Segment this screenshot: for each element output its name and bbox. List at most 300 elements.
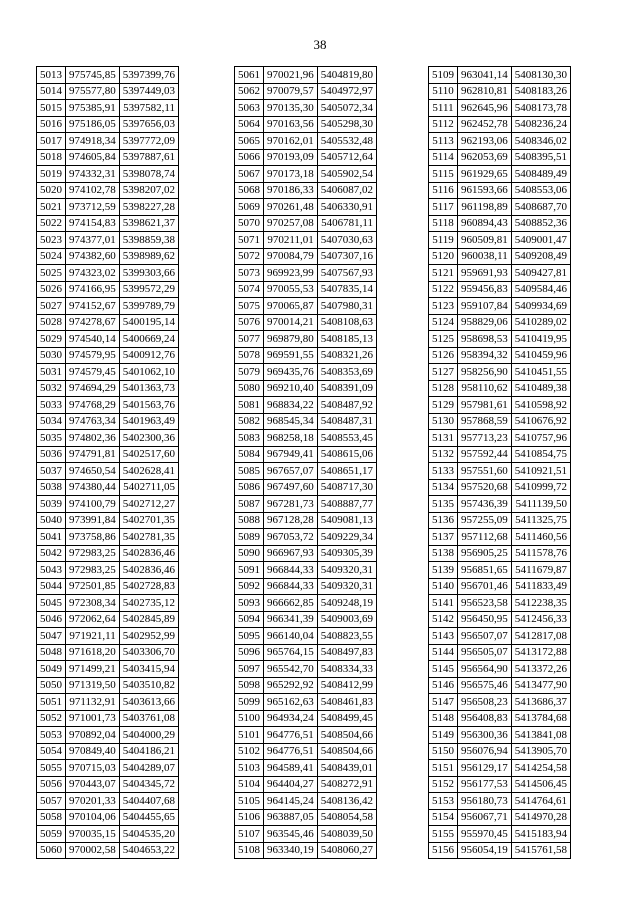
point-number-cell: 5093 xyxy=(235,595,264,612)
table-row xyxy=(429,182,571,199)
point-number-cell: 5140 xyxy=(429,578,458,595)
table-row xyxy=(37,446,179,463)
table-row xyxy=(37,347,179,364)
y-coordinate-cell: 5402701,35 xyxy=(119,512,178,529)
point-number-cell: 5028 xyxy=(37,314,66,331)
table-row xyxy=(37,100,179,117)
table-row xyxy=(235,743,377,760)
point-number-cell: 5118 xyxy=(429,215,458,232)
table-row xyxy=(429,430,571,447)
table-row xyxy=(235,133,377,150)
point-number-cell: 5015 xyxy=(37,100,66,117)
y-coordinate-cell: 5408395,51 xyxy=(511,149,570,166)
point-number-cell: 5136 xyxy=(429,512,458,529)
x-coordinate-cell: 962193,06 xyxy=(458,133,512,150)
y-coordinate-cell: 5403613,66 xyxy=(119,694,178,711)
table-row xyxy=(37,562,179,579)
y-coordinate-cell: 5404289,07 xyxy=(119,760,178,777)
table-row xyxy=(37,314,179,331)
y-coordinate-cell: 5414970,28 xyxy=(511,809,570,826)
y-coordinate-cell: 5408487,92 xyxy=(317,397,376,414)
y-coordinate-cell: 5408852,36 xyxy=(511,215,570,232)
x-coordinate-cell: 974380,44 xyxy=(66,479,120,496)
y-coordinate-cell: 5408136,42 xyxy=(317,793,376,810)
x-coordinate-cell: 974152,67 xyxy=(66,298,120,315)
point-number-cell: 5100 xyxy=(235,710,264,727)
y-coordinate-cell: 5410757,96 xyxy=(511,430,570,447)
y-coordinate-cell: 5409229,34 xyxy=(317,529,376,546)
point-number-cell: 5017 xyxy=(37,133,66,150)
x-coordinate-cell: 974791,81 xyxy=(66,446,120,463)
point-number-cell: 5121 xyxy=(429,265,458,282)
x-coordinate-cell: 970162,01 xyxy=(264,133,318,150)
point-number-cell: 5048 xyxy=(37,644,66,661)
point-number-cell: 5069 xyxy=(235,199,264,216)
x-coordinate-cell: 956507,07 xyxy=(458,628,512,645)
table-row xyxy=(235,248,377,265)
point-number-cell: 5085 xyxy=(235,463,264,480)
table-row xyxy=(429,199,571,216)
table-row xyxy=(235,842,377,859)
x-coordinate-cell: 956508,23 xyxy=(458,694,512,711)
x-coordinate-cell: 971132,91 xyxy=(66,694,120,711)
table-row xyxy=(429,562,571,579)
y-coordinate-cell: 5409003,69 xyxy=(317,611,376,628)
table-row xyxy=(429,67,571,84)
x-coordinate-cell: 966844,33 xyxy=(264,578,318,595)
table-row xyxy=(235,397,377,414)
x-coordinate-cell: 970849,40 xyxy=(66,743,120,760)
y-coordinate-cell: 5402517,60 xyxy=(119,446,178,463)
y-coordinate-cell: 5397772,09 xyxy=(119,133,178,150)
point-number-cell: 5023 xyxy=(37,232,66,249)
y-coordinate-cell: 5408887,77 xyxy=(317,496,376,513)
point-number-cell: 5057 xyxy=(37,793,66,810)
point-number-cell: 5148 xyxy=(429,710,458,727)
y-coordinate-cell: 5397449,03 xyxy=(119,83,178,100)
x-coordinate-cell: 970186,33 xyxy=(264,182,318,199)
point-number-cell: 5099 xyxy=(235,694,264,711)
table-row xyxy=(37,380,179,397)
x-coordinate-cell: 970201,33 xyxy=(66,793,120,810)
table-row xyxy=(429,479,571,496)
table-row xyxy=(37,248,179,265)
table-row xyxy=(37,430,179,447)
x-coordinate-cell: 974694,29 xyxy=(66,380,120,397)
point-number-cell: 5132 xyxy=(429,446,458,463)
table-row xyxy=(235,677,377,694)
y-coordinate-cell: 5398989,62 xyxy=(119,248,178,265)
point-number-cell: 5152 xyxy=(429,776,458,793)
y-coordinate-cell: 5410676,92 xyxy=(511,413,570,430)
x-coordinate-cell: 974650,54 xyxy=(66,463,120,480)
point-number-cell: 5109 xyxy=(429,67,458,84)
table-row xyxy=(429,694,571,711)
x-coordinate-cell: 962810,81 xyxy=(458,83,512,100)
point-number-cell: 5087 xyxy=(235,496,264,513)
y-coordinate-cell: 5408334,33 xyxy=(317,661,376,678)
y-coordinate-cell: 5407030,63 xyxy=(317,232,376,249)
x-coordinate-cell: 974100,79 xyxy=(66,496,120,513)
x-coordinate-cell: 963340,19 xyxy=(264,842,318,859)
point-number-cell: 5013 xyxy=(37,67,66,84)
table-body xyxy=(37,67,179,859)
point-number-cell: 5120 xyxy=(429,248,458,265)
x-coordinate-cell: 974382,60 xyxy=(66,248,120,265)
table-row xyxy=(235,232,377,249)
y-coordinate-cell: 5408687,70 xyxy=(511,199,570,216)
point-number-cell: 5040 xyxy=(37,512,66,529)
y-coordinate-cell: 5402952,99 xyxy=(119,628,178,645)
table-row xyxy=(37,281,179,298)
point-number-cell: 5095 xyxy=(235,628,264,645)
table-row xyxy=(429,281,571,298)
y-coordinate-cell: 5409248,19 xyxy=(317,595,376,612)
x-coordinate-cell: 957112,68 xyxy=(458,529,512,546)
point-number-cell: 5094 xyxy=(235,611,264,628)
point-number-cell: 5039 xyxy=(37,496,66,513)
point-number-cell: 5045 xyxy=(37,595,66,612)
x-coordinate-cell: 974377,01 xyxy=(66,232,120,249)
y-coordinate-cell: 5415183,94 xyxy=(511,826,570,843)
table-row xyxy=(37,644,179,661)
point-number-cell: 5026 xyxy=(37,281,66,298)
table-row xyxy=(235,545,377,562)
point-number-cell: 5112 xyxy=(429,116,458,133)
table-row xyxy=(37,727,179,744)
y-coordinate-cell: 5402728,83 xyxy=(119,578,178,595)
table-row xyxy=(429,149,571,166)
coordinate-table-2 xyxy=(234,66,377,859)
page-number: 38 xyxy=(313,37,327,52)
x-coordinate-cell: 970035,15 xyxy=(66,826,120,843)
point-number-cell: 5032 xyxy=(37,380,66,397)
y-coordinate-cell: 5408717,30 xyxy=(317,479,376,496)
point-number-cell: 5134 xyxy=(429,479,458,496)
table-row xyxy=(235,215,377,232)
table-row xyxy=(37,793,179,810)
y-coordinate-cell: 5406087,02 xyxy=(317,182,376,199)
x-coordinate-cell: 962053,69 xyxy=(458,149,512,166)
point-number-cell: 5131 xyxy=(429,430,458,447)
x-coordinate-cell: 969879,80 xyxy=(264,331,318,348)
point-number-cell: 5066 xyxy=(235,149,264,166)
y-coordinate-cell: 5405712,64 xyxy=(317,149,376,166)
table-row xyxy=(235,364,377,381)
x-coordinate-cell: 965542,70 xyxy=(264,661,318,678)
table-body xyxy=(235,67,377,859)
point-number-cell: 5150 xyxy=(429,743,458,760)
x-coordinate-cell: 956564,90 xyxy=(458,661,512,678)
y-coordinate-cell: 5413477,90 xyxy=(511,677,570,694)
table-row xyxy=(37,611,179,628)
y-coordinate-cell: 5401363,73 xyxy=(119,380,178,397)
point-number-cell: 5101 xyxy=(235,727,264,744)
table-row xyxy=(37,809,179,826)
x-coordinate-cell: 968834,22 xyxy=(264,397,318,414)
x-coordinate-cell: 967497,60 xyxy=(264,479,318,496)
x-coordinate-cell: 970892,04 xyxy=(66,727,120,744)
point-number-cell: 5083 xyxy=(235,430,264,447)
y-coordinate-cell: 5405532,48 xyxy=(317,133,376,150)
y-coordinate-cell: 5404653,22 xyxy=(119,842,178,859)
y-coordinate-cell: 5406330,91 xyxy=(317,199,376,216)
point-number-cell: 5042 xyxy=(37,545,66,562)
y-coordinate-cell: 5413172,88 xyxy=(511,644,570,661)
x-coordinate-cell: 964776,51 xyxy=(264,727,318,744)
x-coordinate-cell: 966967,93 xyxy=(264,545,318,562)
x-coordinate-cell: 959691,93 xyxy=(458,265,512,282)
table-row xyxy=(37,545,179,562)
point-number-cell: 5024 xyxy=(37,248,66,265)
point-number-cell: 5076 xyxy=(235,314,264,331)
y-coordinate-cell: 5412817,08 xyxy=(511,628,570,645)
table-row xyxy=(235,298,377,315)
y-coordinate-cell: 5408185,13 xyxy=(317,331,376,348)
y-coordinate-cell: 5403415,94 xyxy=(119,661,178,678)
y-coordinate-cell: 5408236,24 xyxy=(511,116,570,133)
y-coordinate-cell: 5410289,02 xyxy=(511,314,570,331)
table-row xyxy=(235,661,377,678)
y-coordinate-cell: 5400195,14 xyxy=(119,314,178,331)
point-number-cell: 5068 xyxy=(235,182,264,199)
point-number-cell: 5019 xyxy=(37,166,66,183)
table-row xyxy=(235,578,377,595)
x-coordinate-cell: 973712,59 xyxy=(66,199,120,216)
point-number-cell: 5139 xyxy=(429,562,458,579)
table-row xyxy=(429,776,571,793)
table-row xyxy=(429,595,571,612)
table-row xyxy=(235,628,377,645)
table-row xyxy=(37,397,179,414)
x-coordinate-cell: 961593,66 xyxy=(458,182,512,199)
point-number-cell: 5033 xyxy=(37,397,66,414)
point-number-cell: 5075 xyxy=(235,298,264,315)
table-row xyxy=(429,793,571,810)
table-row xyxy=(235,281,377,298)
point-number-cell: 5147 xyxy=(429,694,458,711)
table-row xyxy=(429,446,571,463)
table-row xyxy=(37,842,179,859)
y-coordinate-cell: 5408183,26 xyxy=(511,83,570,100)
table-row xyxy=(235,793,377,810)
x-coordinate-cell: 970443,07 xyxy=(66,776,120,793)
table-row xyxy=(37,628,179,645)
y-coordinate-cell: 5400669,24 xyxy=(119,331,178,348)
table-row xyxy=(235,199,377,216)
x-coordinate-cell: 970002,58 xyxy=(66,842,120,859)
x-coordinate-cell: 974579,95 xyxy=(66,347,120,364)
x-coordinate-cell: 970163,56 xyxy=(264,116,318,133)
y-coordinate-cell: 5407980,31 xyxy=(317,298,376,315)
point-number-cell: 5080 xyxy=(235,380,264,397)
x-coordinate-cell: 956180,73 xyxy=(458,793,512,810)
x-coordinate-cell: 972983,25 xyxy=(66,545,120,562)
point-number-cell: 5119 xyxy=(429,232,458,249)
x-coordinate-cell: 964145,24 xyxy=(264,793,318,810)
table-row xyxy=(235,529,377,546)
x-coordinate-cell: 975385,91 xyxy=(66,100,120,117)
point-number-cell: 5037 xyxy=(37,463,66,480)
y-coordinate-cell: 5410921,51 xyxy=(511,463,570,480)
table-row xyxy=(429,397,571,414)
y-coordinate-cell: 5408130,30 xyxy=(511,67,570,84)
table-row xyxy=(37,232,179,249)
x-coordinate-cell: 960509,81 xyxy=(458,232,512,249)
point-number-cell: 5098 xyxy=(235,677,264,694)
point-number-cell: 5088 xyxy=(235,512,264,529)
y-coordinate-cell: 5402836,46 xyxy=(119,545,178,562)
table-row xyxy=(37,776,179,793)
point-number-cell: 5054 xyxy=(37,743,66,760)
x-coordinate-cell: 958829,06 xyxy=(458,314,512,331)
point-number-cell: 5117 xyxy=(429,199,458,216)
table-row xyxy=(235,710,377,727)
y-coordinate-cell: 5408823,55 xyxy=(317,628,376,645)
x-coordinate-cell: 958110,62 xyxy=(458,380,512,397)
x-coordinate-cell: 974802,36 xyxy=(66,430,120,447)
x-coordinate-cell: 966844,33 xyxy=(264,562,318,579)
table-row xyxy=(235,116,377,133)
x-coordinate-cell: 956851,65 xyxy=(458,562,512,579)
y-coordinate-cell: 5397656,03 xyxy=(119,116,178,133)
point-number-cell: 5065 xyxy=(235,133,264,150)
x-coordinate-cell: 964589,41 xyxy=(264,760,318,777)
point-number-cell: 5129 xyxy=(429,397,458,414)
x-coordinate-cell: 956408,83 xyxy=(458,710,512,727)
point-number-cell: 5110 xyxy=(429,83,458,100)
point-number-cell: 5061 xyxy=(235,67,264,84)
table-row xyxy=(235,562,377,579)
point-number-cell: 5154 xyxy=(429,809,458,826)
point-number-cell: 5138 xyxy=(429,545,458,562)
y-coordinate-cell: 5403306,70 xyxy=(119,644,178,661)
x-coordinate-cell: 971319,50 xyxy=(66,677,120,694)
point-number-cell: 5111 xyxy=(429,100,458,117)
table-row xyxy=(429,232,571,249)
table-row xyxy=(235,776,377,793)
y-coordinate-cell: 5403761,08 xyxy=(119,710,178,727)
y-coordinate-cell: 5411679,87 xyxy=(511,562,570,579)
x-coordinate-cell: 966662,85 xyxy=(264,595,318,612)
x-coordinate-cell: 974323,02 xyxy=(66,265,120,282)
x-coordinate-cell: 970261,48 xyxy=(264,199,318,216)
x-coordinate-cell: 972501,85 xyxy=(66,578,120,595)
table-row xyxy=(37,743,179,760)
y-coordinate-cell: 5410598,92 xyxy=(511,397,570,414)
y-coordinate-cell: 5404455,65 xyxy=(119,809,178,826)
point-number-cell: 5124 xyxy=(429,314,458,331)
point-number-cell: 5053 xyxy=(37,727,66,744)
x-coordinate-cell: 974768,29 xyxy=(66,397,120,414)
y-coordinate-cell: 5407307,16 xyxy=(317,248,376,265)
x-coordinate-cell: 965292,92 xyxy=(264,677,318,694)
x-coordinate-cell: 974332,31 xyxy=(66,166,120,183)
point-number-cell: 5050 xyxy=(37,677,66,694)
point-number-cell: 5153 xyxy=(429,793,458,810)
point-number-cell: 5104 xyxy=(235,776,264,793)
point-number-cell: 5135 xyxy=(429,496,458,513)
y-coordinate-cell: 5408108,63 xyxy=(317,314,376,331)
table-row xyxy=(429,265,571,282)
y-coordinate-cell: 5408497,83 xyxy=(317,644,376,661)
x-coordinate-cell: 971001,73 xyxy=(66,710,120,727)
point-number-cell: 5022 xyxy=(37,215,66,232)
x-coordinate-cell: 957713,23 xyxy=(458,430,512,447)
y-coordinate-cell: 5408346,02 xyxy=(511,133,570,150)
point-number-cell: 5055 xyxy=(37,760,66,777)
y-coordinate-cell: 5413686,37 xyxy=(511,694,570,711)
y-coordinate-cell: 5405072,34 xyxy=(317,100,376,117)
table-row xyxy=(235,314,377,331)
x-coordinate-cell: 957868,59 xyxy=(458,413,512,430)
point-number-cell: 5133 xyxy=(429,463,458,480)
point-number-cell: 5107 xyxy=(235,826,264,843)
y-coordinate-cell: 5398621,37 xyxy=(119,215,178,232)
y-coordinate-cell: 5410854,75 xyxy=(511,446,570,463)
x-coordinate-cell: 956575,46 xyxy=(458,677,512,694)
y-coordinate-cell: 5411325,75 xyxy=(511,512,570,529)
y-coordinate-cell: 5408651,17 xyxy=(317,463,376,480)
y-coordinate-cell: 5408504,66 xyxy=(317,743,376,760)
table-row xyxy=(429,116,571,133)
x-coordinate-cell: 963887,05 xyxy=(264,809,318,826)
point-number-cell: 5116 xyxy=(429,182,458,199)
x-coordinate-cell: 974540,14 xyxy=(66,331,120,348)
table-row xyxy=(37,463,179,480)
point-number-cell: 5144 xyxy=(429,644,458,661)
table-row xyxy=(37,331,179,348)
y-coordinate-cell: 5410999,72 xyxy=(511,479,570,496)
y-coordinate-cell: 5398859,38 xyxy=(119,232,178,249)
point-number-cell: 5108 xyxy=(235,842,264,859)
point-number-cell: 5081 xyxy=(235,397,264,414)
table-row xyxy=(235,826,377,843)
x-coordinate-cell: 970065,87 xyxy=(264,298,318,315)
point-number-cell: 5156 xyxy=(429,842,458,859)
y-coordinate-cell: 5404186,21 xyxy=(119,743,178,760)
y-coordinate-cell: 5408461,83 xyxy=(317,694,376,711)
y-coordinate-cell: 5407567,93 xyxy=(317,265,376,282)
table-row xyxy=(429,842,571,859)
point-number-cell: 5059 xyxy=(37,826,66,843)
y-coordinate-cell: 5415761,58 xyxy=(511,842,570,859)
x-coordinate-cell: 970715,03 xyxy=(66,760,120,777)
x-coordinate-cell: 956701,46 xyxy=(458,578,512,595)
x-coordinate-cell: 956523,58 xyxy=(458,595,512,612)
x-coordinate-cell: 965162,63 xyxy=(264,694,318,711)
y-coordinate-cell: 5413784,68 xyxy=(511,710,570,727)
x-coordinate-cell: 966341,39 xyxy=(264,611,318,628)
x-coordinate-cell: 970257,08 xyxy=(264,215,318,232)
point-number-cell: 5126 xyxy=(429,347,458,364)
x-coordinate-cell: 965764,15 xyxy=(264,644,318,661)
y-coordinate-cell: 5408615,06 xyxy=(317,446,376,463)
x-coordinate-cell: 956450,95 xyxy=(458,611,512,628)
x-coordinate-cell: 975186,05 xyxy=(66,116,120,133)
point-number-cell: 5034 xyxy=(37,413,66,430)
point-number-cell: 5137 xyxy=(429,529,458,546)
y-coordinate-cell: 5409427,81 xyxy=(511,265,570,282)
y-coordinate-cell: 5411460,56 xyxy=(511,529,570,546)
y-coordinate-cell: 5413905,70 xyxy=(511,743,570,760)
point-number-cell: 5073 xyxy=(235,265,264,282)
y-coordinate-cell: 5405902,54 xyxy=(317,166,376,183)
table-row xyxy=(235,380,377,397)
point-number-cell: 5056 xyxy=(37,776,66,793)
y-coordinate-cell: 5401563,76 xyxy=(119,397,178,414)
y-coordinate-cell: 5412456,33 xyxy=(511,611,570,628)
